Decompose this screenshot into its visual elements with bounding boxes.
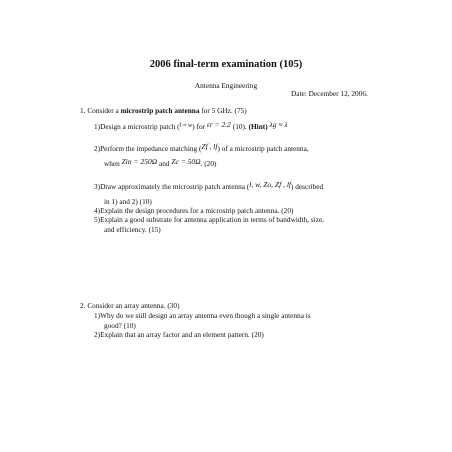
exam-date: Date: December 12, 2006. — [291, 89, 368, 98]
q1-subquestion-1 — [94, 122, 288, 131]
q1-s5-text-a: Explain a good substrate for antenna application in terms of bandwidth, size, — [100, 215, 325, 224]
q1-s3-cont: in 1) and 2) (10) — [104, 197, 152, 206]
q1-s1-hint: (Hint) — [248, 122, 268, 131]
q1-s1-text-a: Design a microstrip patch ( — [100, 122, 180, 131]
question-2-header — [80, 301, 180, 310]
q1-s3-math-a: l, w, Zo, Zf , lf — [249, 180, 291, 189]
q1-s2-math-c: Zc = 50Ω — [171, 157, 201, 166]
q1-s5-label: 5) — [94, 215, 101, 224]
q1-s3-text-b: ) described — [290, 182, 324, 191]
q1-subquestion-3 — [94, 182, 323, 191]
q1-s2-text-b: ) of a microstrip patch antenna, — [217, 144, 309, 153]
q2-s1-text-a: Why do we still design an array antenna even though a single antenna is — [100, 311, 311, 320]
question-2-intro: Consider an array antenna. (30) — [87, 301, 180, 310]
q2-s1-cont: good? (10) — [104, 321, 136, 330]
q1-s1-text-c: (10). — [232, 122, 247, 131]
q1-s1-math-a: l ≈ w — [179, 122, 193, 129]
q1-s2-text-a: Perform the impedance matching ( — [100, 144, 202, 153]
q1-s1-math-c: λg ≈ λ — [269, 120, 288, 129]
q2-subquestion-1 — [94, 311, 311, 320]
q1-subquestion-5 — [94, 215, 324, 224]
q2-s2-label: 2) — [94, 330, 101, 339]
question-2-number: 2. — [80, 301, 86, 310]
q1-s1-label: 1) — [94, 122, 101, 131]
exam-title: 2006 final-term examination (105) — [149, 59, 303, 70]
question-1-header — [80, 106, 247, 115]
course-name: Antenna Engineering — [194, 81, 258, 90]
q1-s4-text: Explain the design procedures for a microstrip patch antenna. (20) — [100, 206, 294, 215]
q1-s2-when: when — [104, 159, 120, 168]
q1-s2-math-b: Zin = 250Ω — [121, 157, 158, 166]
question-1-intro-a: Consider a — [87, 106, 119, 115]
q2-s1-label: 1) — [94, 311, 101, 320]
q1-s5-cont: and efficiency. (15) — [104, 225, 161, 234]
q1-s3-label: 3) — [94, 182, 101, 191]
q1-subquestion-2-cont — [104, 159, 216, 168]
q1-subquestion-4 — [94, 206, 293, 215]
q1-s2-text-c: . (20) — [200, 159, 217, 168]
q1-s1-math-b: εr = 2.2 — [206, 120, 231, 129]
question-1-number: 1. — [80, 106, 86, 115]
question-1-intro-bold: microstrip patch antenna — [120, 106, 200, 115]
q1-s3-text-a: Draw approximately the microstrip patch antenna ( — [100, 182, 250, 191]
q2-s2-text: Explain that an array factor and an element pattern. (20) — [100, 330, 264, 339]
q1-s1-text-b: ) for — [192, 122, 206, 131]
q1-subquestion-2 — [94, 144, 309, 153]
q1-s2-and: and — [158, 159, 170, 168]
q2-subquestion-2 — [94, 330, 264, 339]
question-1-intro-b: for 5 GHz. (75) — [201, 106, 247, 115]
q1-s2-label: 2) — [94, 144, 101, 153]
q1-s4-label: 4) — [94, 206, 101, 215]
q1-s2-math-a: Zf , lf — [201, 142, 218, 151]
